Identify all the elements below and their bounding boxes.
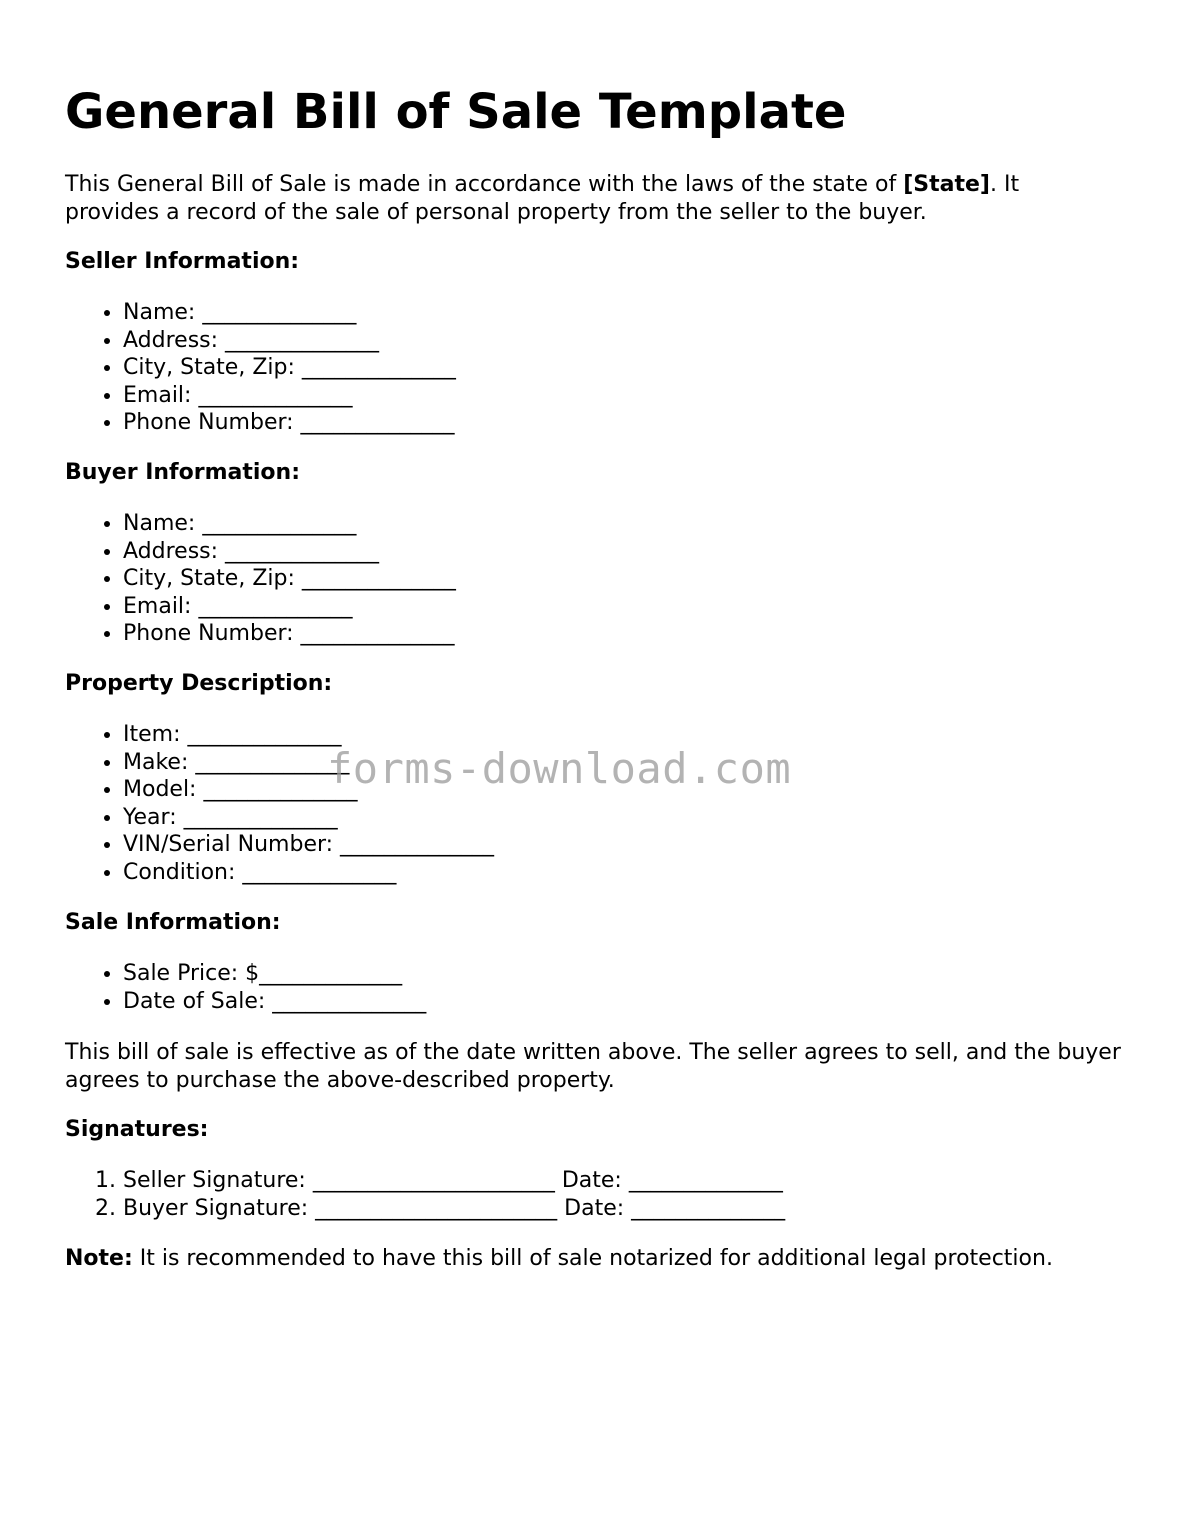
sale-fields-list (65, 960, 426, 1015)
field-label: Year: (123, 804, 184, 830)
field-blank[interactable]: ______________ (225, 327, 380, 353)
field-label: Model: (123, 777, 204, 802)
property-condition-field[interactable] (123, 859, 494, 887)
field-blank[interactable]: ______________ (300, 410, 455, 435)
buyer-city-state-zip-field[interactable] (123, 565, 456, 593)
field-blank[interactable]: ______________ (202, 300, 357, 325)
sale-date-field[interactable] (123, 988, 426, 1016)
field-label: Phone Number: (123, 410, 301, 435)
note-label: Note: (65, 1246, 133, 1271)
field-blank[interactable]: _____________ (259, 961, 403, 986)
field-label: Address: (123, 327, 226, 353)
seller-heading: Seller Information: (65, 249, 300, 274)
note-paragraph (65, 1245, 1135, 1273)
signature-label: Seller Signature: (123, 1168, 313, 1193)
field-blank[interactable]: ______________ (198, 593, 353, 619)
field-label: Item: (123, 722, 188, 747)
field-blank[interactable]: ______________ (301, 566, 456, 591)
field-label: City, State, Zip: (123, 566, 302, 591)
field-label: City, State, Zip: (123, 355, 302, 380)
property-model-field[interactable] (123, 776, 494, 804)
page-title: General Bill of Sale Template (65, 84, 847, 140)
note-text: It is recommended to have this bill of sale notarized for additional legal protection. (132, 1246, 1053, 1271)
property-make-field[interactable] (123, 749, 494, 777)
field-blank[interactable]: ______________ (183, 804, 338, 830)
field-label: Date of Sale: (123, 988, 273, 1014)
field-label: VIN/Serial Number: (123, 832, 341, 857)
buyer-heading: Buyer Information: (65, 460, 300, 485)
seller-email-field[interactable] (123, 382, 456, 410)
property-vin-field[interactable] (123, 831, 494, 859)
field-label: Address: (123, 538, 226, 564)
field-label: Condition: (123, 859, 243, 885)
sale-heading: Sale Information: (65, 910, 281, 935)
field-blank[interactable]: ______________ (300, 621, 455, 646)
property-year-field[interactable] (123, 804, 494, 832)
field-blank[interactable]: ______________ (225, 538, 380, 564)
field-label: Email: (123, 382, 199, 408)
property-fields-list (65, 721, 494, 886)
state-placeholder: [State] (903, 172, 990, 197)
date-blank[interactable]: ______________ (628, 1168, 783, 1193)
buyer-name-field[interactable] (123, 510, 456, 538)
field-blank[interactable]: ______________ (203, 777, 358, 802)
date-blank[interactable]: ______________ (631, 1195, 786, 1221)
field-label: Name: (123, 511, 203, 536)
sale-price-field[interactable] (123, 960, 426, 988)
buyer-email-field[interactable] (123, 593, 456, 621)
watermark-text: forms-download.com (327, 744, 792, 793)
date-label: Date: (557, 1195, 632, 1221)
field-blank[interactable]: ______________ (198, 382, 353, 408)
field-label: Sale Price: $ (123, 961, 260, 986)
signatures-heading: Signatures: (65, 1117, 209, 1142)
field-blank[interactable]: ______________ (187, 722, 342, 747)
field-blank[interactable]: ______________ (340, 832, 495, 857)
buyer-signature-line[interactable] (123, 1195, 785, 1223)
buyer-phone-field[interactable] (123, 620, 456, 648)
seller-name-field[interactable] (123, 299, 456, 327)
signature-label: Buyer Signature: (123, 1195, 316, 1221)
signature-blank[interactable]: ______________________ (312, 1168, 555, 1193)
intro-text-start: This General Bill of Sale is made in accordance with the laws of the state of (65, 172, 904, 197)
field-blank[interactable]: ______________ (242, 859, 397, 885)
seller-phone-field[interactable] (123, 409, 456, 437)
field-blank[interactable]: ______________ (272, 988, 427, 1014)
field-blank[interactable]: ______________ (301, 355, 456, 380)
field-blank[interactable]: ______________ (202, 511, 357, 536)
intro-paragraph (65, 171, 1115, 226)
field-label: Email: (123, 593, 199, 619)
field-label: Make: (123, 749, 196, 775)
intro-text-end: . It provides a record of the sale of personal property from the seller to the buyer. (65, 172, 1020, 225)
buyer-fields-list (65, 510, 456, 648)
seller-city-state-zip-field[interactable] (123, 354, 456, 382)
field-label: Phone Number: (123, 621, 301, 646)
signature-blank[interactable]: ______________________ (315, 1195, 558, 1221)
property-heading: Property Description: (65, 671, 333, 696)
seller-fields-list (65, 299, 456, 437)
signatures-list (65, 1167, 785, 1222)
seller-signature-line[interactable] (123, 1167, 785, 1195)
buyer-address-field[interactable] (123, 538, 456, 566)
field-label: Name: (123, 300, 203, 325)
effective-paragraph: This bill of sale is effective as of the date written above. The seller agrees to sell, and the buyer agrees to purchase the above-described property. (65, 1040, 1121, 1093)
date-label: Date: (554, 1168, 629, 1193)
field-blank[interactable]: ______________ (195, 749, 350, 775)
seller-address-field[interactable] (123, 327, 456, 355)
property-item-field[interactable] (123, 721, 494, 749)
